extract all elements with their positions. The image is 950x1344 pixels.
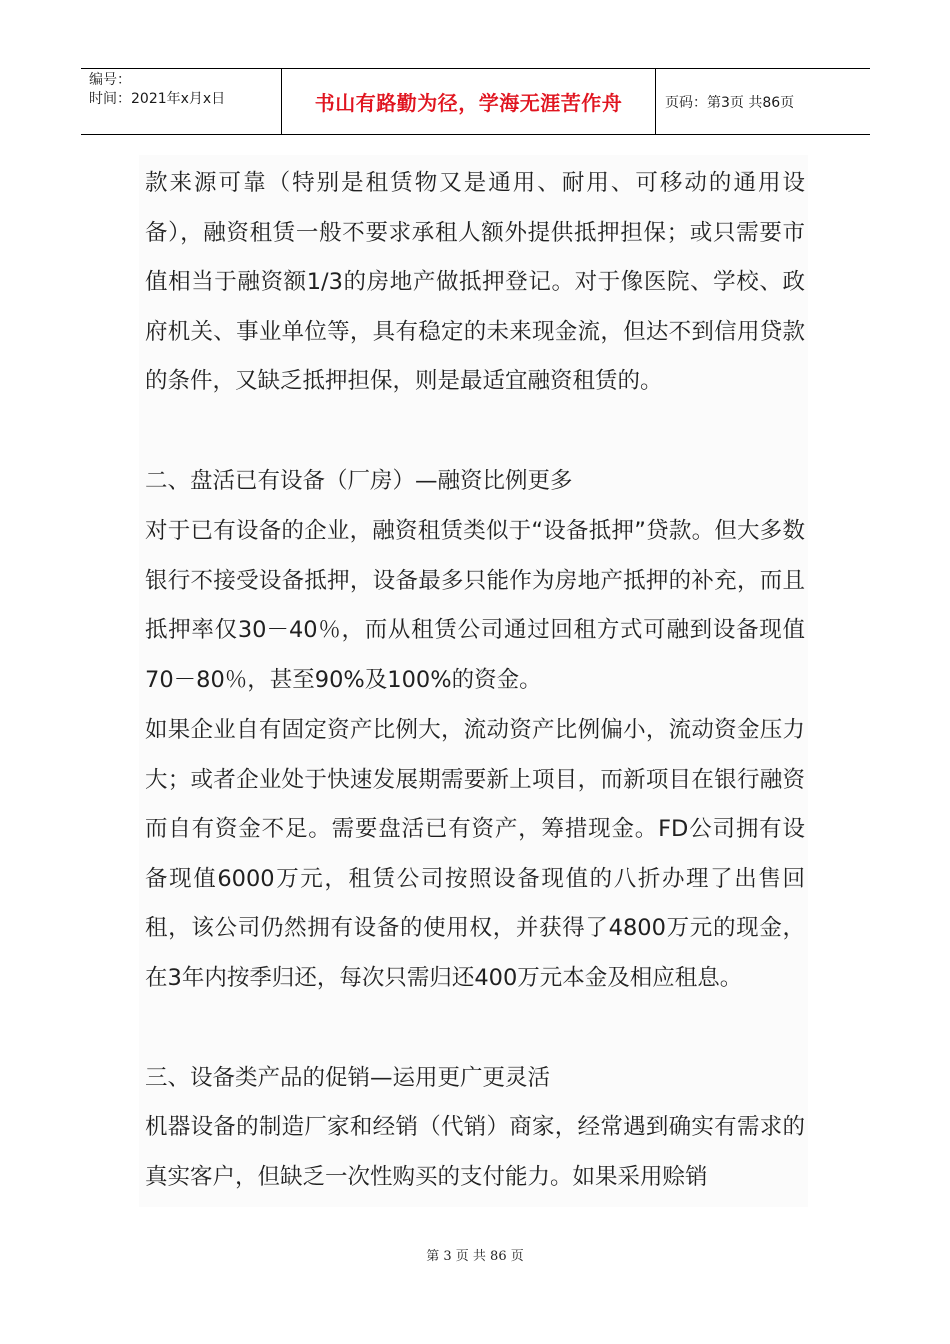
header-page-info-cell <box>656 69 870 134</box>
document-date: 时间：2021年x月x日 <box>89 91 226 107</box>
paragraph: 机器设备的制造厂家和经销（代销）商家，经常遇到确实有需求的真实客户，但缺乏一次性购买的支付能力。如果采用赊销 <box>145 1114 805 1190</box>
paragraph: 如果企业自有固定资产比例大，流动资产比例偏小，流动资金压力大；或者企业处于快速发展期需要新上项目，而新项目在银行融资而自有资金不足。需要盘活已有资产，筹措现金。FD公司拥有设备现值6000万元，租赁公司按照设备现值的八折办理了出售回租，该公司仍然拥有设备的使用权，并获得了4800万元的现金，在3年内按季归还，每次只需归还400万元本金及相应租息。 <box>145 717 805 991</box>
header-motto: 书山有路勤为径，学海无涯苦作舟 <box>314 91 623 115</box>
page-footer: 第 3 页 共 86 页 <box>426 1249 524 1264</box>
document-number-label: 编号： <box>89 72 131 88</box>
header-page-info: 页码：第3页 共86页 <box>665 94 795 111</box>
section-heading: 三、设备类产品的促销—运用更广更灵活 <box>145 1065 551 1091</box>
paragraph: 对于已有设备的企业，融资租赁类似于“设备抵押”贷款。但大多数银行不接受设备抵押，设备最多只能作为房地产抵押的补充，而且抵押率仅30－40％，而从租赁公司通过回租方式可融到设备现值70－80％，甚至90%及100%的资金。 <box>145 518 805 693</box>
section-heading: 二、盘活已有设备（厂房）—融资比例更多 <box>145 468 573 494</box>
page-header <box>81 68 870 135</box>
header-motto-cell <box>282 69 656 134</box>
header-meta <box>81 69 282 134</box>
paragraph: 款来源可靠（特别是租赁物又是通用、耐用、可移动的通用设备），融资租赁一般不要求承租人额外提供抵押担保；或只需要市值相当于融资额1/3的房地产做抵押登记。对于像医院、学校、政府机关、事业单位等，具有稳定的未来现金流，但达不到信用贷款的条件，又缺乏抵押担保，则是最适宜融资租赁的。 <box>145 170 805 395</box>
